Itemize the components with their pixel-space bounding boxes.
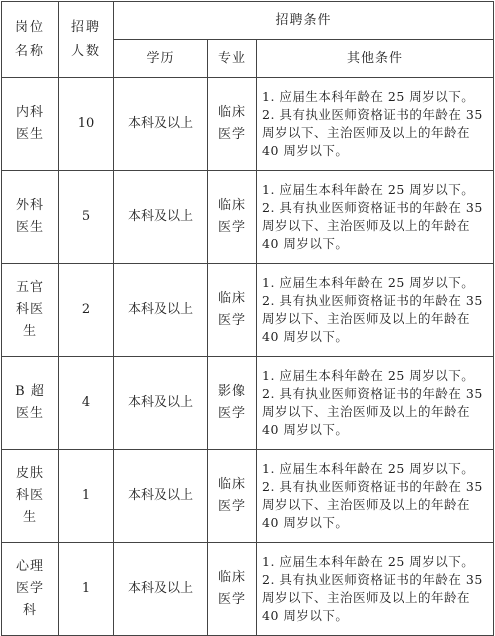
condition-1: 1. 应届生本科年龄在 25 周岁以下。 — [262, 554, 475, 569]
condition-2: 2. 具有执业医师资格证书的年龄在 35 周岁以下、主治医师及以上的年龄在 40 周岁以下。 — [262, 386, 483, 437]
position-header-cell — [2, 2, 59, 78]
education-cell: 本科及以上 — [114, 543, 208, 636]
education-header: 学历 — [114, 40, 208, 78]
hire-count: 10 — [59, 78, 114, 171]
major-text: 临床医学 — [217, 105, 246, 142]
position-name-cell — [2, 543, 59, 636]
major-text: 临床医学 — [217, 570, 246, 607]
position-name: 心理医学科 — [15, 559, 44, 618]
major-header: 专业 — [208, 40, 257, 78]
major-text: 临床医学 — [217, 291, 246, 328]
major-cell — [208, 450, 257, 543]
table-row — [2, 357, 494, 450]
hire-count: 1 — [59, 450, 114, 543]
position-name: B 超医生 — [15, 384, 45, 421]
other-conditions-header: 其他条件 — [257, 40, 494, 78]
education-cell: 本科及以上 — [114, 171, 208, 264]
major-cell — [208, 543, 257, 636]
condition-2: 2. 具有执业医师资格证书的年龄在 35 周岁以下、主治医师及以上的年龄在 40 周岁以下。 — [262, 200, 483, 251]
education-cell: 本科及以上 — [114, 450, 208, 543]
position-name-cell — [2, 357, 59, 450]
major-cell — [208, 78, 257, 171]
condition-1: 1. 应届生本科年龄在 25 周岁以下。 — [262, 182, 475, 197]
position-name-cell — [2, 171, 59, 264]
other-conditions-cell — [257, 543, 494, 636]
count-header-line2: 人数 — [71, 43, 102, 59]
condition-2: 2. 具有执业医师资格证书的年龄在 35 周岁以下、主治医师及以上的年龄在 40 周岁以下。 — [262, 572, 483, 623]
position-name: 内科医生 — [15, 105, 44, 142]
table-row — [2, 450, 494, 543]
major-text: 临床医学 — [217, 198, 246, 235]
condition-1: 1. 应届生本科年龄在 25 周岁以下。 — [262, 461, 475, 476]
table-row — [2, 171, 494, 264]
hire-count: 5 — [59, 171, 114, 264]
education-cell: 本科及以上 — [114, 357, 208, 450]
hire-count: 4 — [59, 357, 114, 450]
table-row — [2, 543, 494, 636]
position-name: 皮肤科医生 — [15, 466, 44, 525]
condition-2: 2. 具有执业医师资格证书的年龄在 35 周岁以下、主治医师及以上的年龄在 40 周岁以下。 — [262, 107, 483, 158]
major-cell — [208, 171, 257, 264]
count-header-line1: 招聘 — [71, 19, 102, 35]
hire-count: 1 — [59, 543, 114, 636]
condition-2: 2. 具有执业医师资格证书的年龄在 35 周岁以下、主治医师及以上的年龄在 40 周岁以下。 — [262, 293, 483, 344]
major-cell — [208, 357, 257, 450]
hire-count: 2 — [59, 264, 114, 357]
major-cell — [208, 264, 257, 357]
condition-1: 1. 应届生本科年龄在 25 周岁以下。 — [262, 89, 475, 104]
position-name: 五官科医生 — [15, 280, 44, 339]
position-name-cell — [2, 450, 59, 543]
recruitment-table — [1, 1, 494, 636]
conditions-header: 招聘条件 — [114, 2, 494, 40]
other-conditions-cell — [257, 78, 494, 171]
condition-1: 1. 应届生本科年龄在 25 周岁以下。 — [262, 275, 475, 290]
education-cell: 本科及以上 — [114, 78, 208, 171]
header-row-1 — [2, 2, 494, 40]
position-header-line2: 名称 — [15, 43, 46, 59]
other-conditions-cell — [257, 450, 494, 543]
other-conditions-cell — [257, 357, 494, 450]
major-text: 影像医学 — [217, 384, 246, 421]
position-name-cell — [2, 78, 59, 171]
count-header-cell — [59, 2, 114, 78]
position-name-cell — [2, 264, 59, 357]
condition-1: 1. 应届生本科年龄在 25 周岁以下。 — [262, 368, 475, 383]
position-name: 外科医生 — [15, 198, 44, 235]
other-conditions-cell — [257, 264, 494, 357]
position-header-line1: 岗位 — [15, 19, 46, 35]
condition-2: 2. 具有执业医师资格证书的年龄在 35 周岁以下、主治医师及以上的年龄在 40 周岁以下。 — [262, 479, 483, 530]
table-row — [2, 264, 494, 357]
table-row — [2, 78, 494, 171]
other-conditions-cell — [257, 171, 494, 264]
education-cell: 本科及以上 — [114, 264, 208, 357]
major-text: 临床医学 — [217, 477, 246, 514]
